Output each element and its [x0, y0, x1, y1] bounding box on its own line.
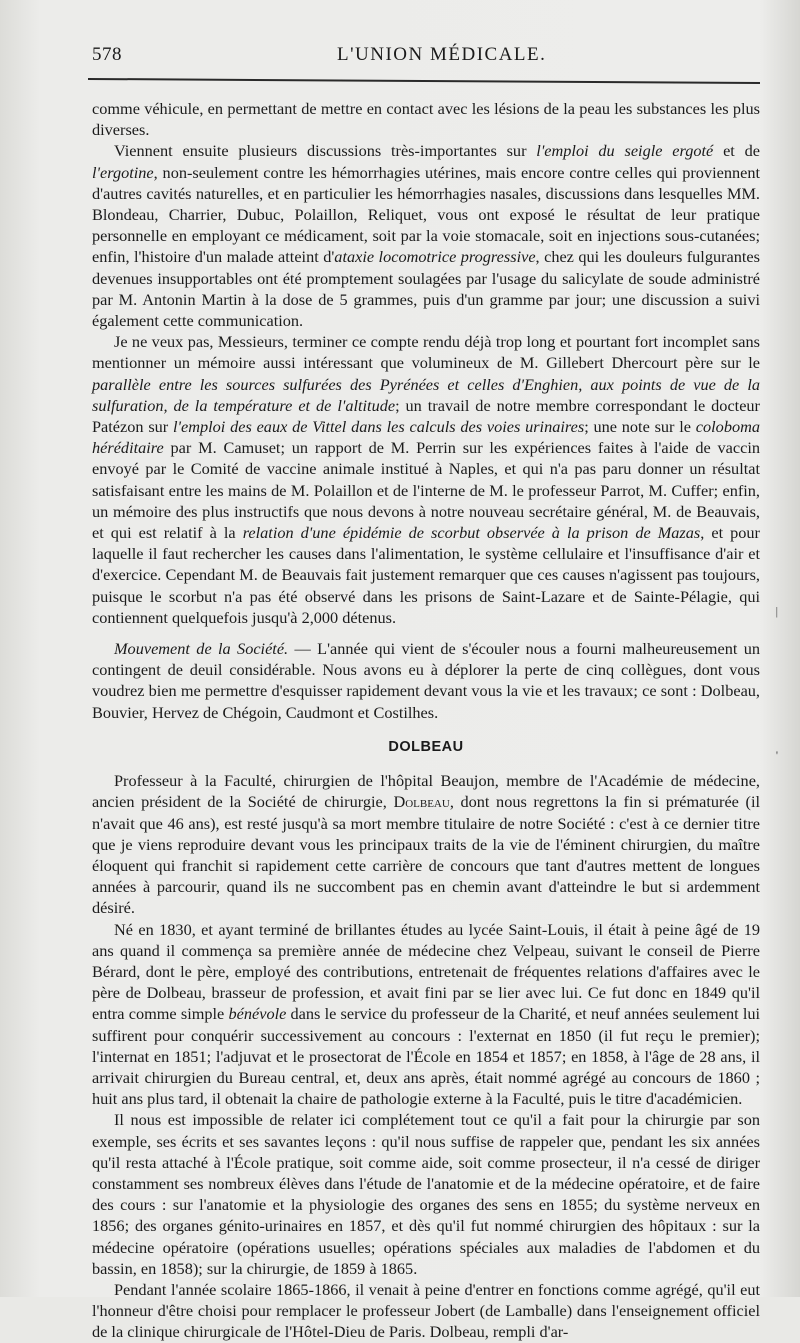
italic-text: l'ergotine [92, 162, 154, 182]
paragraph [92, 1109, 760, 1279]
section-heading: DOLBEAU [388, 738, 464, 755]
margin-mark: | [775, 604, 778, 618]
text-run: et de [713, 141, 761, 161]
paragraph [92, 98, 760, 140]
italic-text: l'emploi du seigle ergoté [536, 141, 714, 161]
paragraph [92, 1279, 760, 1343]
text-run: Je ne veux pas, Messieurs, terminer ce compte rendu déjà trop long et pourtant fort incomplet sans mentionner un mémoire aussi intéressant que volumineux de M. Gillebert Dhercourt père sur le [92, 332, 760, 373]
running-head [92, 44, 760, 74]
text-run: dans le service du professeur de la Charité, et neuf années seulement lui suffirent pour conquérir successivement au concours : l'externat en 1850 (il fut reçu le premier); l'internat en 1851; l'adjuvat et le prosectorat de l'École en 1854 et 1857; en 1858, à l'âge de 28 ans, il arrivait chirurgien du Bureau central, et, deux ans après, était nommé agrégé au concours de 1860 ; huit ans plus tard, il obtenait la chaire de pathologie externe à la Faculté, puis le titre d'académicien. [92, 1004, 761, 1109]
journal-title: L'UNION MÉDICALE. [337, 44, 547, 65]
paragraph [92, 919, 760, 1110]
text-run: Pendant l'année scolaire 1865-1866, il venait à peine d'entrer en fonctions comme agrégé, qu'il eut l'honneur d'être choisi pour remplacer le professeur Jobert (de Lamballe) dans l'enseignement officiel de la clinique chirurgicale de l'Hôtel-Dieu de Paris. Dolbeau, rempli d'ar- [92, 1279, 760, 1342]
small-caps-name: Dolbeau [393, 792, 450, 812]
italic-text: relation d'une épidémie de scorbut observée à la prison de Mazas [242, 523, 701, 543]
page-number: 578 [92, 44, 122, 65]
paragraph-gap [92, 628, 760, 638]
text-run: ; un travail de notre membre correspondant le docteur Patézon sur [92, 395, 760, 437]
text-run: Né en 1830, et ayant terminé de brillantes études au lycée Saint-Louis, il était à peine âgé de 19 ans quand il commença sa première année de médecine chez Velpeau, suivant le conseil de Pierre Bérard, dont le père, employé des contributions, entretenait de fréquentes relations d'affaires avec le père de Dolbeau, brasseur de profession, et avait fini par se lier avec lui. Ce fut donc en 1849 qu'il entra comme simple [92, 919, 760, 1024]
text-run: ; une note sur le [584, 417, 696, 437]
text-run: Professeur à la Faculté, chirurgien de l'hôpital Beaujon, membre de l'Académie de médecine, ancien président de la Société de chirurgie, [92, 771, 760, 812]
text-run: par M. Camuset; un rapport de M. Perrin sur les expériences faites à l'aide de vaccin envoyé par le Comité de vaccine animale institué à Naples, et qui n'a pas paru donner un résultat satisfaisant entre les mains de M. Polaillon et de l'interne de M. le professeur Parrot, M. Cuffer; enfin, un mémoire des plus instructifs que nous devons à notre nouveau secrétaire général, M. de Beauvais, et qui est relatif à la [92, 438, 760, 543]
text-run: , et pour laquelle il faut rechercher les causes dans l'alimentation, le système cellulaire et l'insuffisance d'air et d'exercice. Cependant M. de Beauvais fait justement remarquer que ces causes n'agissent pas toujours, puisque le scorbut n'a pas été observé dans les prisons de Saint-Lazare et de Sainte-Pélagie, qui contiennent quelquefois jusqu'à 2,000 détenus. [92, 523, 760, 627]
italic-text: l'emploi des eaux de Vittel dans les calculs des voies urinaires [173, 417, 585, 437]
italic-text: ataxie locomotrice progressive [334, 247, 536, 267]
italic-text: parallèle entre les sources sulfurées des Pyrénées et celles d'Enghien, aux points de vue de la sulfuration, de la température et de l'altitude [92, 374, 760, 415]
text-run: comme véhicule, en permettant de mettre en contact avec les lésions de la peau les substances les plus diverses. [92, 99, 760, 140]
italic-text: bénévole [228, 1004, 287, 1024]
text-run: , non-seulement contre les hémorrhagies utérines, mais encore contre celles qui proviennent d'autres cavités naturelles, et en particulier les hémorrhagies nasales, discussions dans lesquelles MM. Blondeau, Charrier, Dubuc, Polaillon, Reliquet, vous ont exposé le résultat de leur pratique personnelle en employant ce médicament, soit par la voie stomacale, soit en injections sous-cutanées; enfin, l'histoire d'un malade atteint d' [92, 162, 760, 267]
text-run: Il nous est impossible de relater ici complétement tout ce qu'il a fait pour la chirurgie par son exemple, ses écrits et ses savantes leçons : qu'il nous suffise de rappeler que, pendant les six années qu'il resta attaché à l'École pratique, soit comme aide, soit comme prosecteur, il n'a cessé de diriger constamment ses nombreux élèves dans l'étude de l'anatomie et de la médecine opératoire, et de faire des cours : sur l'anatomie et la physiologie des organes des sens en 1855; du système nerveux en 1856; des organes génito-urinaires en 1857, et dès qu'il fut nommé chirurgien des hôpitaux : sur la médecine opératoire (opérations usuelles; opérations spéciales aux maladies de l'abdomen et du bassin, en 1858); sur la chirurgie, de 1859 à 1865. [92, 1110, 760, 1278]
paragraph [92, 331, 760, 628]
text-run: Viennent ensuite plusieurs discussions très-importantes sur [114, 141, 537, 161]
margin-mark: ' [775, 748, 778, 762]
text-run: , dont nous regrettons la fin si prématurée (il n'avait que 46 ans), est resté jusqu'à sa mort membre titulaire de notre Société : c'est à ce dernier titre que je viens reproduire devant vous les principaux traits de la vie de l'éminent chirurgien, du maître éloquent qui franchit si rapidement cette carrière de concours que tant d'autres mettent de longues années à parcourir, quand ils ne succombent pas en chemin avant d'atteindre le but si ardemment désiré. [92, 792, 760, 918]
article-body [92, 98, 760, 1343]
header-rule [88, 78, 760, 84]
paragraph [92, 140, 760, 331]
italic-text: coloboma héréditaire [92, 417, 761, 458]
paragraph [92, 770, 760, 918]
italic-text: Mouvement de la Société. [114, 639, 289, 659]
paragraph [92, 638, 760, 723]
text-run: — L'année qui vient de s'écouler nous a fourni malheureusement un contingent de deuil considérable. Nous avons eu à déplorer la perte de cinq collègues, dont vous voudrez bien me permettre d'esquisser rapidement devant vous la vie et les travaux; ce sont : Dolbeau, Bouvier, Hervez de Chégoin, Caudmont et Costilhes. [92, 639, 760, 722]
text-run: , chez qui les douleurs fulgurantes devenues insupportables ont été promptement soulagées par l'usage du salicylate de soude administré par M. Antonin Martin à la dose de 5 grammes, puis d'un gramme par jour; une discussion a suivi également cette communication. [92, 247, 760, 331]
